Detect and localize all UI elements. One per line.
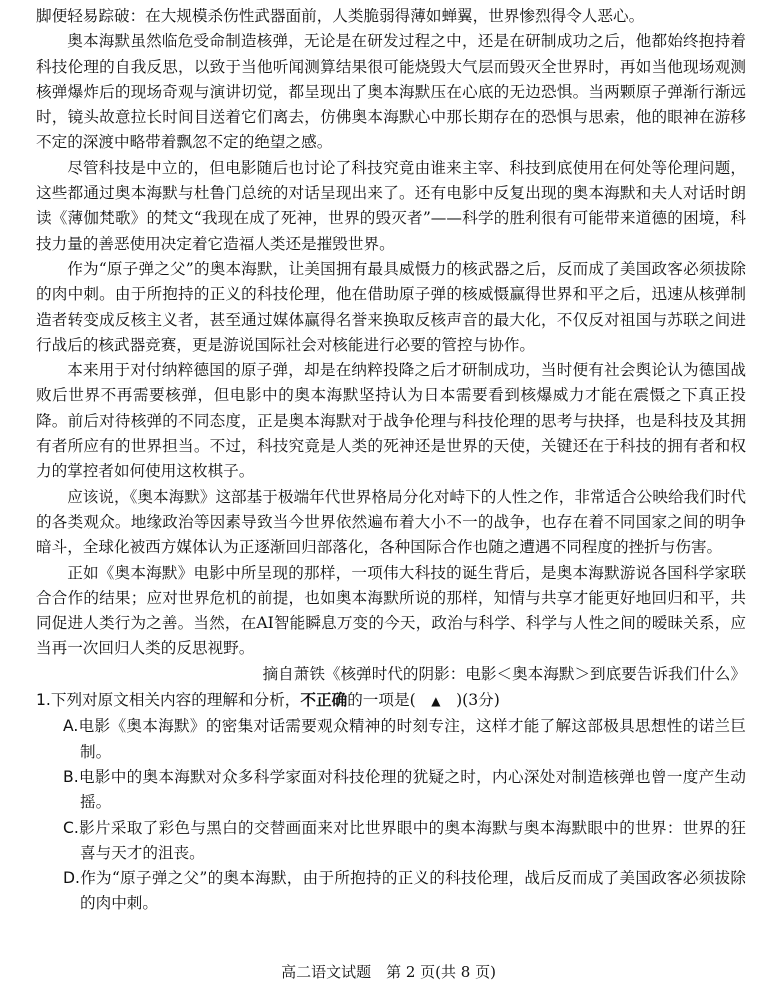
page-content <box>36 4 746 917</box>
option-text: 作为“原子弹之父”的奥本海默，由于所抱持的正义的科技伦理，战后反而成了美国政客必须拔除的肉中刺。 <box>79 869 746 913</box>
page-footer: 高二语文试题 第 2 页(共 8 页) <box>281 963 496 981</box>
question-number: 1. <box>36 691 51 710</box>
stem-text: 下列对原文相关内容的理解和分析， <box>50 691 301 710</box>
passage-paragraph: 本来用于对付纳粹德国的原子弹，却是在纳粹投降之后才研制成功，当时便有社会舆论认为德国战败后世界不再需要核弹，但电影中的奥本海默坚持认为日本需要看到核爆威力才能在震慑之下真正投降。前后对待核弹的不同态度，正是奥本海默对于战争伦理与科技伦理的思考与抉择，也是科技及其拥有者所应有的世界担当。不过，科技究竟是人类的死神还是世界的天使，关键还在于科技的拥有者和权力的掌控者如何使用这枚棋子。 <box>36 361 746 481</box>
option-label: A. <box>63 717 79 736</box>
passage-paragraph: 正如《奥本海默》电影中所呈现的那样，一项伟大科技的诞生背后，是奥本海默游说各国科学家联合合作的结果；应对世界危机的前提，也如奥本海默所说的那样，知情与共享才能更好地回归和平，共同促进人类行为之善。当然，在AI智能瞬息万变的今天，政治与科学、科学与人性之间的暧昧关系，应当再一次回归人类的反思视野。 <box>36 563 746 658</box>
option-b[interactable] <box>63 765 746 816</box>
option-text: 影片采取了彩色与黑白的交替画面来对比世界眼中的奥本海默与奥本海默眼中的世界：世界的狂喜与天才的沮丧。 <box>78 818 746 862</box>
option-d[interactable] <box>63 866 746 917</box>
stem-score: )(3分) <box>440 691 500 710</box>
stem-keyword: 不正确 <box>300 690 348 710</box>
passage-continued-line: 脚便轻易踪破：在大规模杀伤性武器面前，人类脆弱得薄如蝉翼，世界惨烈得令人恶心。 <box>36 7 645 25</box>
option-text: 电影中的奥本海默对众多科学家面对科技伦理的犹疑之时，内心深处对制造核弹也曾一度产生动摇。 <box>78 767 746 812</box>
option-label: C. <box>63 818 79 837</box>
option-label: B. <box>63 767 79 786</box>
blank-triangle-icon: ▲ <box>431 694 441 709</box>
passage-paragraph: 奥本海默虽然临危受命制造核弹，无论是在研发过程之中，还是在研制成功之后，他都始终抱持着科技伦理的自我反思，以致于当他听闻测算结果很可能烧毁大气层而毁灭全世界时，再如当他现场观测核弹爆炸后的现场奇观与演讲切觉，都呈现出了奥本海默压在心底的无边恐惧。当两颗原子弹渐行渐远时，镜头故意拉长时间目送着它们离去，仿佛奥本海默心中那长期存在的恐惧与思索，他的眼神在游移不定的深渡中略带着飘忽不定的绝望之感。 <box>36 32 746 152</box>
stem-text-after: 的一项是( <box>347 691 432 710</box>
passage-source: 摘自萧铁《核弹时代的阴影：电影＜奥本海默＞到底要告诉我们什么》 <box>262 664 746 683</box>
passage-paragraph: 应该说，《奥本海默》这部基于极端年代世界格局分化对峙下的人性之作，非常适合公映给我们时代的各类观众。地缘政治等因素导致当今世界依然遍布着大小不一的战争，也存在着不同国家之间的明争暗斗，全球化被西方媒体认为正逐渐回归部落化，各种国际合作也随之遭遇不同程度的挫折与伤害。 <box>36 487 746 557</box>
option-a[interactable] <box>63 714 746 765</box>
question-stem <box>36 687 746 714</box>
option-text: 电影《奥本海默》的密集对话需要观众精神的时刻专注，这样才能了解这部极具思想性的诺兰巨制。 <box>78 717 746 761</box>
question-1 <box>36 687 746 917</box>
option-label: D. <box>63 869 80 888</box>
passage-paragraph: 尽管科技是中立的，但电影随后也讨论了科技究竟由谁来主宰、科技到底使用在何处等伦理问题，这些都通过奥本海默与杜鲁门总统的对话呈现出来了。还有电影中反复出现的奥本海默和夫人对话时朗读《薄伽梵歌》的梵文“我现在成了死神，世界的毁灭者”——科学的胜利很有可能带来道德的困境，科技力量的善恶使用决定着它造福人类还是摧毁世界。 <box>36 158 746 253</box>
option-c[interactable] <box>63 816 746 867</box>
passage-paragraph: 作为“原子弹之父”的奥本海默，让美国拥有最具威慑力的核武器之后，反而成了美国政客必须拔除的肉中刺。由于所抱持的正义的科技伦理，他在借助原子弹的核威慑赢得世界和平之后，迅速从核弹制造者转变成反核主义者，甚至通过媒体赢得名誉来换取反核声音的最大化，不仅反对祖国与苏联之间进行战后的核武器竞赛，更是游说国际社会对核能进行必要的管控与协作。 <box>36 259 746 354</box>
